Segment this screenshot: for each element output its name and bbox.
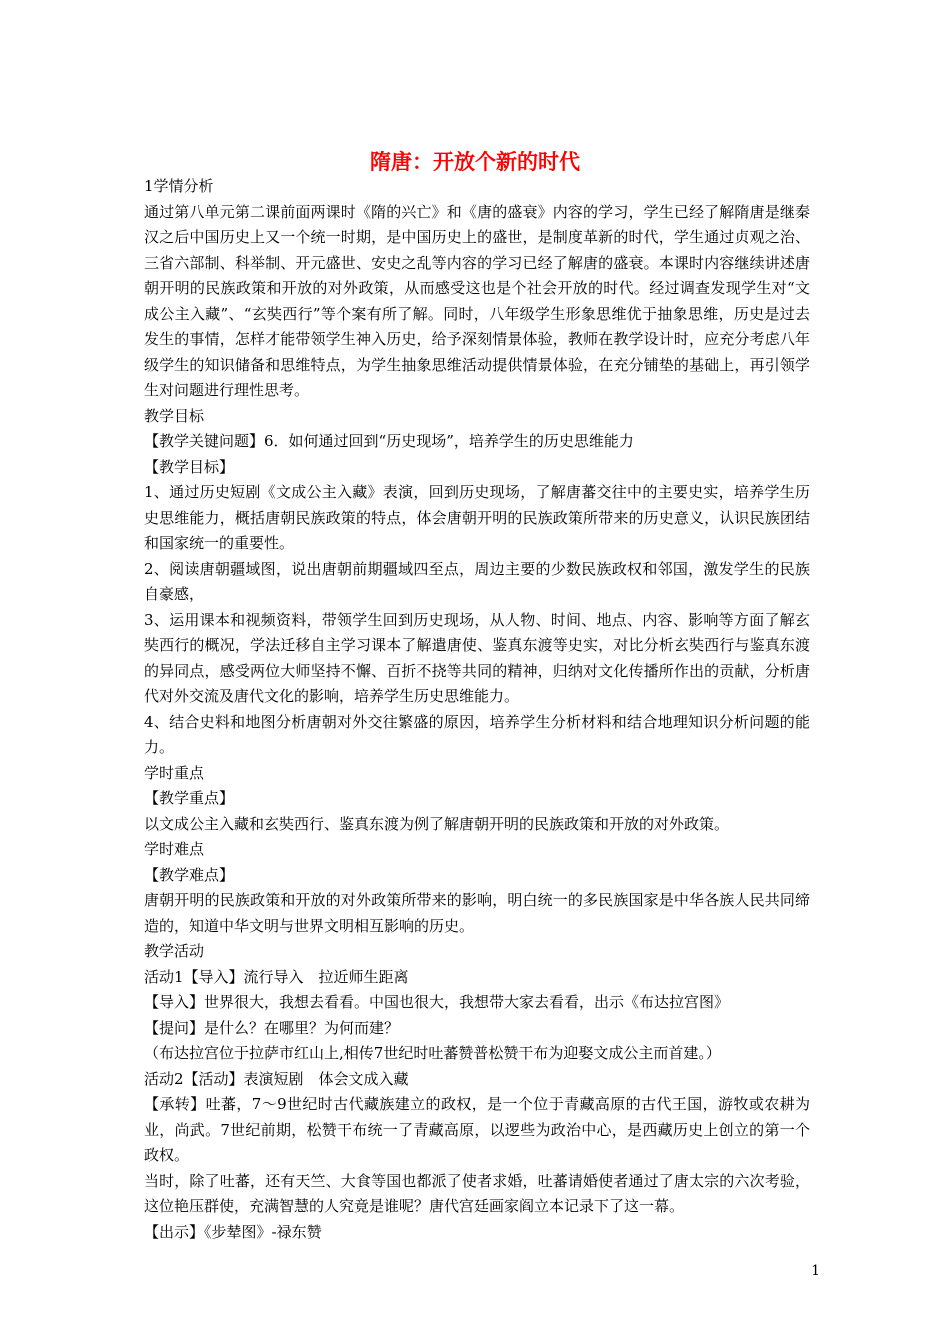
- goal-item-2: 2、阅读唐朝疆域图，说出唐朝前期疆域四至点，周边主要的少数民族政权和邻国，激发学生的民族自豪感，: [144, 559, 810, 603]
- paragraph-learning-analysis: 通过第八单元第二课前面两课时《隋的兴亡》和《唐的盛衰》内容的学习，学生已经了解隋唐是继秦汉之后中国历史上又一个统一时期，是中国历史上的盛世，是制度革新的时代，学生通过贞观之治、三省六部制、科举制、开元盛世、安史之乱等内容的学习已经了解唐的盛衰。本课时内容继续讲述唐朝开明的民族政策和开放的对外政策，从而感受这也是个社会开放的时代。经过调查发现学生对“文成公主入藏”、“玄奘西行”等个案有所了解。同时，八年级学生形象思维优于抽象思维，历史是过去发生的事情，怎样才能带领学生神入历史，给予深刻情景体验，教师在教学设计时，应充分考虑八年级学生的知识储备和思维特点，为学生抽象思维活动提供情景体验，在充分铺垫的基础上，再引领学生对问题进行理性思考。: [144, 202, 810, 399]
- activity-1-heading: 活动1【导入】流行导入 拉近师生距离: [144, 967, 409, 986]
- activity-1-question: 【提问】是什么？在哪里？为何而建？: [144, 1018, 400, 1037]
- page-number: 1: [811, 1263, 820, 1279]
- goal-item-1: 1、通过历史短剧《文成公主入藏》表演，回到历史现场，了解唐蕃交往中的主要史实，培养学生历史思维能力，概括唐朝民族政策的特点，体会唐朝开明的民族政策所带来的历史意义，认识民族团结和国家统一的重要性。: [144, 483, 810, 552]
- section-heading-learning-analysis: 1学情分析: [144, 177, 214, 195]
- section-heading-teaching-goals: 教学目标: [144, 406, 205, 425]
- section-heading-activities: 教学活动: [144, 942, 205, 960]
- document-title: 隋唐：开放个新的时代: [370, 150, 580, 174]
- difficulties-text: 唐朝开明的民族政策和开放的对外政策所带来的影响，明白统一的多民族国家是中华各族人民共同缔造的，知道中华文明与世界文明相互影响的历史。: [144, 891, 810, 935]
- section-heading-difficulties: 学时难点: [144, 840, 205, 858]
- activity-1-intro: 【导入】世界很大，我想去看看。中国也很大，我想带大家去看看，出示《布达拉宫图》: [144, 993, 730, 1011]
- activity-2-show: 【出示】《步辇图》-禄东赞: [144, 1222, 322, 1241]
- key-points-text: 以文成公主入藏和玄奘西行、鉴真东渡为例了解唐朝开明的民族政策和开放的对外政策。: [144, 814, 730, 833]
- key-question-line: 【教学关键问题】6．如何通过回到“历史现场”，培养学生的历史思维能力: [144, 432, 634, 450]
- activity-1-note: （布达拉宫位于拉萨市红山上,相传7世纪时吐蕃赞普松赞干布为迎娶文成公主而首建。）: [144, 1044, 721, 1062]
- goal-item-4: 4、结合史料和地图分析唐朝对外交往繁盛的原因，培养学生分析材料和结合地理知识分析问题的能力。: [144, 712, 810, 756]
- activity-2-transition: 【承转】吐蕃，7～9世纪时古代藏族建立的政权，是一个位于青藏高原的古代王国，游牧或农耕为业，尚武。7世纪前期，松赞干布统一了青藏高原，以逻些为政治中心，是西藏历史上创立的第一个政权。: [144, 1095, 810, 1164]
- goal-item-3: 3、运用课本和视频资料，带领学生回到历史现场，从人物、时间、地点、内容、影响等方面了解玄奘西行的概况，学法迁移自主学习课本了解遣唐使、鉴真东渡等史实，对比分析玄奘西行与鉴真东渡的异同点，感受两位大师坚持不懈、百折不挠等共同的精神，归纳对文化传播所作出的贡献，分析唐代对外交流及唐代文化的影响，培养学生历史思维能力。: [144, 610, 810, 705]
- section-heading-key-points: 学时重点: [144, 763, 205, 782]
- activity-2-story: 当时，除了吐蕃，还有天竺、大食等国也都派了使者求婚，吐蕃请婚使者通过了唐太宗的六次考验，这位艳压群使，充满智慧的人究竟是谁呢？唐代宫廷画家阎立本记录下了这一幕。: [144, 1171, 810, 1215]
- difficulties-label: 【教学难点】: [144, 865, 235, 884]
- document-body: [144, 174, 810, 1245]
- teaching-goals-label: 【教学目标】: [144, 457, 235, 476]
- activity-2-heading: 活动2【活动】表演短剧 体会文成入藏: [144, 1069, 409, 1088]
- key-points-label: 【教学重点】: [144, 789, 235, 807]
